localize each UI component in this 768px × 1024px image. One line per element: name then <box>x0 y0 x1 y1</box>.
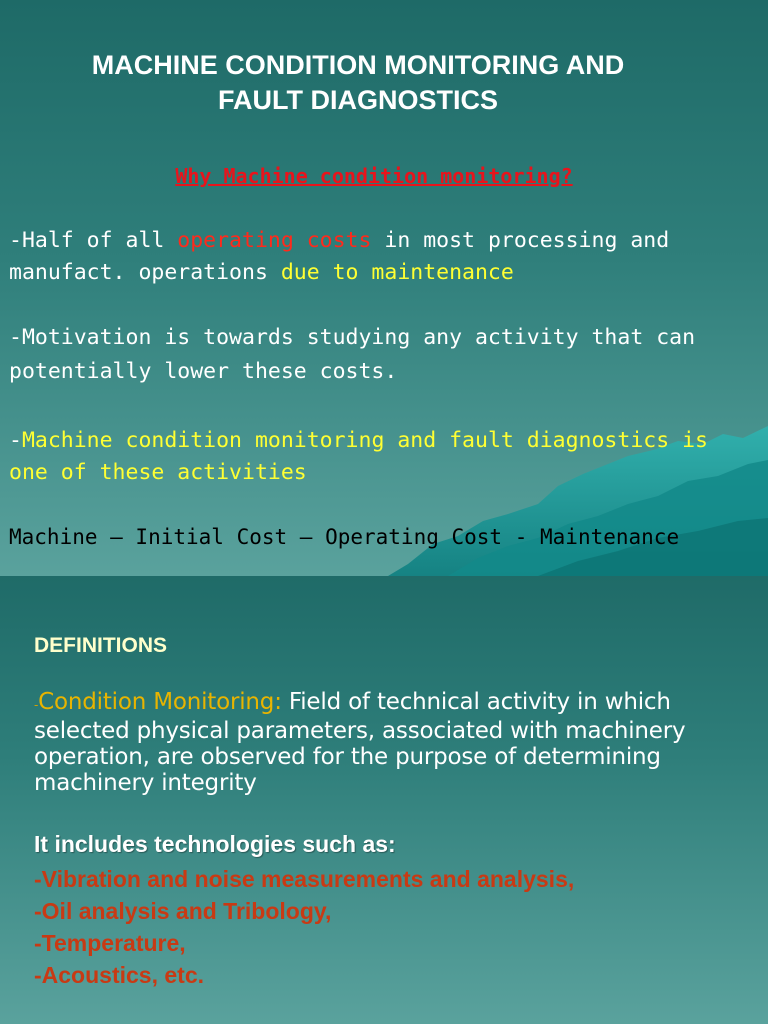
list-item: -Temperature, <box>34 930 186 956</box>
p3-dash: - <box>9 428 22 453</box>
p1-highlight-red: operating costs <box>177 228 372 253</box>
paragraph-motivation: -Motivation is towards studying any activity that can potentially lower these costs. <box>9 325 696 384</box>
definition-text: Field of technical activity in which selected physical parameters, associated with machinery operation, are observed for the purpose of determining machinery integrity <box>34 689 686 796</box>
list-item: -Acoustics, etc. <box>34 962 204 988</box>
technologies-list <box>34 863 574 991</box>
paragraph-operating-costs <box>9 225 749 289</box>
slide-title <box>0 48 716 118</box>
p3-highlight-yellow: Machine condition monitoring and fault diagnostics is one of these activities <box>9 428 708 485</box>
list-item: -Oil analysis and Tribology, <box>34 898 332 924</box>
p1-highlight-yellow: due to maintenance <box>280 260 514 285</box>
paragraph-cost-chain: Machine – Initial Cost – Operating Cost - Maintenance <box>9 525 680 549</box>
slide-2 <box>0 576 768 1024</box>
definitions-heading: DEFINITIONS <box>34 634 168 657</box>
list-item: -Vibration and noise measurements and analysis, <box>34 866 575 892</box>
p1-text-start: -Half of all <box>9 228 178 253</box>
condition-monitoring-definition <box>34 689 754 796</box>
title-line-2: FAULT DIAGNOSTICS <box>218 85 498 115</box>
includes-heading: It includes technologies such as: <box>34 831 396 857</box>
paragraph-activities <box>9 425 749 489</box>
p1-text-middle: in most processing and manufact. operations <box>9 228 670 285</box>
section-question: Why Machine condition monitoring? <box>175 164 573 188</box>
definition-label: Condition Monitoring: <box>38 689 282 715</box>
definition-dash: - <box>34 698 39 712</box>
title-line-1: MACHINE CONDITION MONITORING AND <box>91 50 625 80</box>
